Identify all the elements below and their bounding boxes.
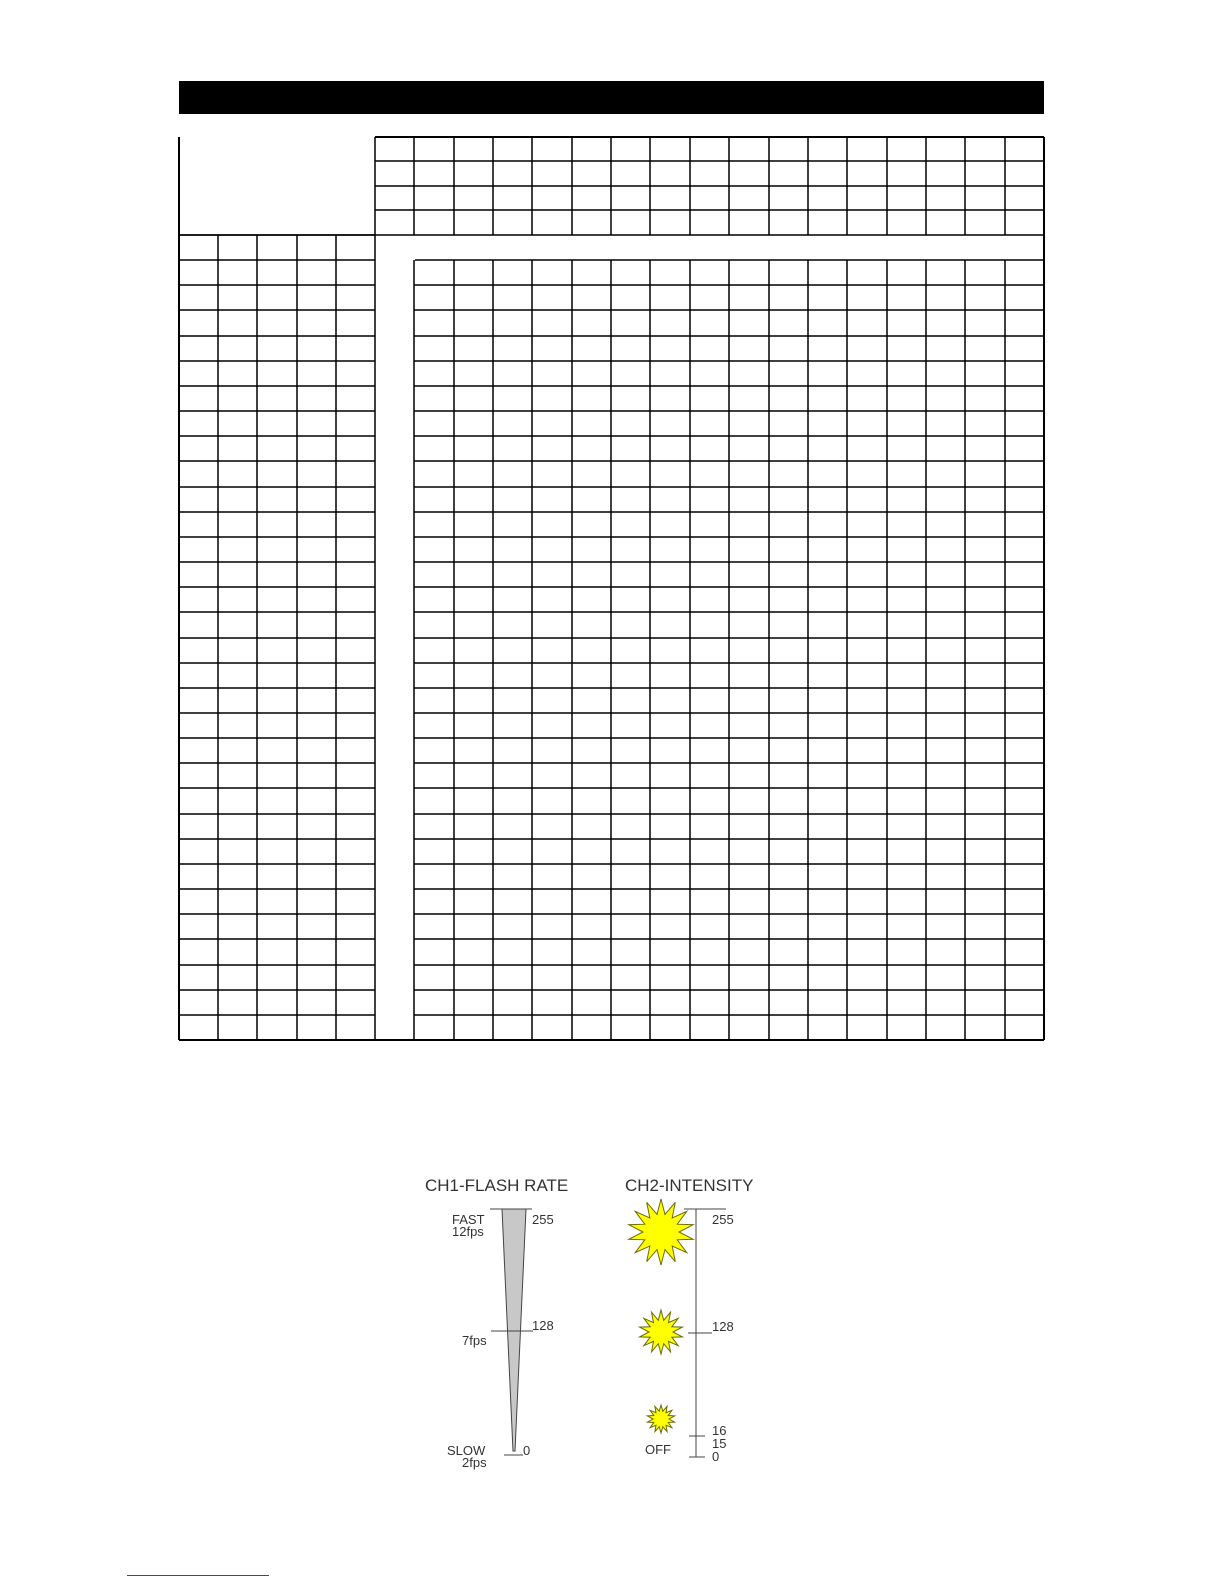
- ch2-value-128: 128: [712, 1319, 734, 1334]
- ch2-value-255: 255: [712, 1212, 734, 1227]
- flash-rate-wedge: [502, 1209, 526, 1451]
- ch1-value-128: 128: [532, 1318, 554, 1333]
- ch2-off-label: OFF: [645, 1442, 671, 1457]
- ch2-heading: CH2-INTENSITY: [625, 1176, 754, 1195]
- ch1-fast-label: FAST: [452, 1212, 485, 1227]
- footer-link-underline[interactable]: [127, 1575, 269, 1576]
- large-burst-icon: [629, 1199, 693, 1265]
- ch2-value-15: 15: [712, 1436, 727, 1451]
- ch1-mid-fps: 7fps: [462, 1333, 487, 1348]
- ch1-slow-label: SLOW: [447, 1443, 486, 1458]
- medium-burst-icon: [640, 1310, 683, 1354]
- ch1-heading: CH1-FLASH RATE: [425, 1176, 569, 1195]
- ch1-fast-fps: 12fps: [452, 1224, 484, 1239]
- ch1-value-0: 0: [523, 1443, 531, 1458]
- small-burst-icon: [647, 1405, 674, 1433]
- ch2-value-0: 0: [712, 1449, 720, 1464]
- ch2-value-16: 16: [712, 1423, 727, 1438]
- ch1-value-255: 255: [532, 1212, 554, 1227]
- ch1-slow-fps: 2fps: [462, 1455, 487, 1470]
